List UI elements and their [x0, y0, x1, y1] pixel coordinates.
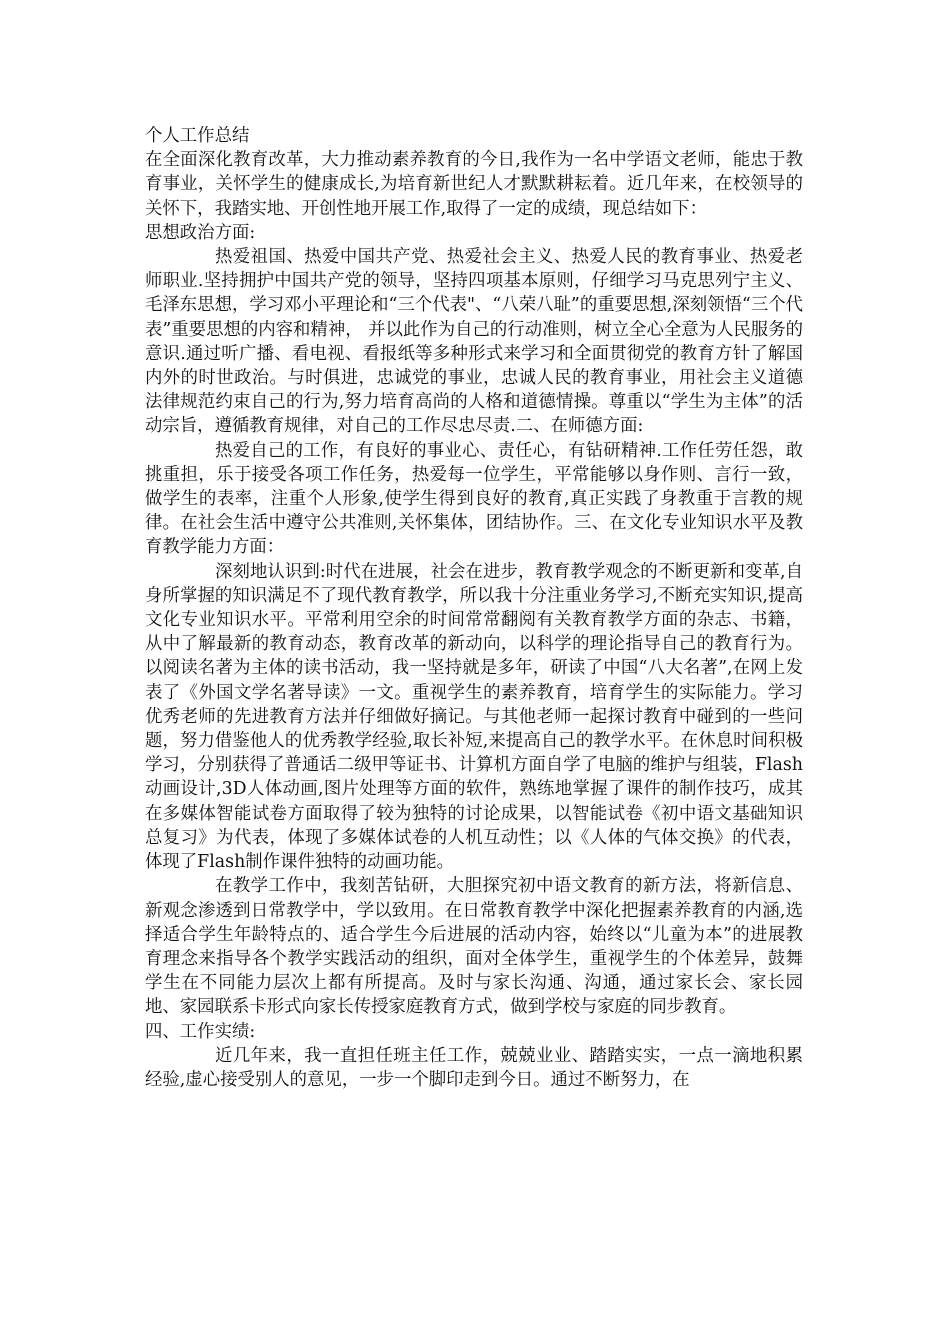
intro-paragraph: 在全面深化教育改革，大力推动素养教育的今日,我作为一名中学语文老师，能忠于教育事业，关怀学生的健康成长,为培育新世纪人才默默耕耘着。近几年来，在校领导的关怀下，我踏实地、开创性地开展工作,取得了一定的成绩，现总结如下：: [145, 150, 803, 219]
paragraph-teaching: 在教学工作中，我刻苦钻研，大胆探究初中语文教育的新方法，将新信息、新观念渗透到日常教学中，学以致用。在日常教育教学中深化把握素养教育的内涵,选择适合学生年龄特点的、适合学生今后进展的活动内容，始终以“儿童为本”的进展教育理念来指导各个教学实践活动的组织，面对全体学生，重视学生的个体差异，鼓舞学生在不同能力层次上都有所提高。及时与家长沟通、沟通，通过家长会、家长园地、家园联系卡形式向家长传授家庭教育方式，做到学校与家庭的同步教育。: [145, 876, 803, 1018]
paragraph-politics: 热爱祖国、热爱中国共产党、热爱社会主义、热爱人民的教育事业、热爱老师职业.坚持拥护中国共产党的领导，坚持四项基本原则，仔细学习马克思列宁主义、毛泽东思想，学习邓小平理论和“三个代表"、“八荣八耻”的重要思想,深刻领悟“三个代表”重要思想的内容和精神， 并以此作为自己的行动准则，树立全心全意为人民服务的意识.通过听广播、看电视、看报纸等多种形式来学习和全面贯彻党的教育方针了解国内外的时世政治。与时俱进，忠诚党的事业，忠诚人民的教育事业，用社会主义道德法律规范约束自己的行为,努力培育高尚的人格和道德情操。尊重以“学生为主体”的活动宗旨，遵循教育规律，对自己的工作尽忠尽责.二、在师德方面:: [145, 247, 803, 437]
section-heading-politics: 思想政治方面:: [145, 222, 256, 243]
paragraph-ethics: 热爱自己的工作，有良好的事业心、责任心，有钻研精神.工作任劳任怨，敢挑重担，乐于接受各项工作任务，热爱每一位学生，平常能够以身作则、言行一致，做学生的表率，注重个人形象,使学生得到良好的教育,真正实践了身教重于言教的规律。在社会生活中遵守公共准则,关怀集体，团结协作。三、在文化专业知识水平及教育教学能力方面：: [145, 440, 803, 558]
paragraph-achievements: 近几年来，我一直担任班主任工作，兢兢业业、踏踏实实，一点一滴地积累经验,虚心接受别人的意见，一步一个脚印走到今日。通过不断努力，在: [145, 1045, 803, 1090]
section-heading-achievements: 四、工作实绩:: [145, 1021, 256, 1042]
document-title: 个人工作总结: [145, 126, 250, 146]
paragraph-professional: 深刻地认识到:时代在进展，社会在进步，教育教学观念的不断更新和变革,自身所掌握的知识满足不了现代教育教学，所以我十分注重业务学习,不断充实知识,提高文化专业知识水平。平常利用空余的时间常常翻阅有关教育教学方面的杂志、书籍，从中了解最新的教育动态，教育改革的新动向，以科学的理论指导自己的教育行为。以阅读名著为主体的读书活动，我一坚持就是多年，研读了中国“八大名著”,在网上发表了《外国文学名著导读》一文。重视学生的素养教育，培育学生的实际能力。学习优秀老师的先进教育方法并仔细做好摘记。与其他老师一起探讨教育中碰到的一些问题，努力借鉴他人的优秀教学经验,取长补短,来提高自己的教学水平。在休息时间积极学习，分别获得了普通话二级甲等证书、计算机方面自学了电脑的维护与组装，Flash动画设计,3D人体动画,图片处理等方面的软件，熟练地掌握了课件的制作技巧，成其在多媒体智能试卷方面取得了较为独特的讨论成果，以智能试卷《初中语文基础知识总复习》为代表，体现了多媒体试卷的人机互动性；以《人体的气体交换》的代表，体现了Flash制作课件独特的动画功能。: [145, 561, 803, 873]
document-body: [145, 124, 803, 1092]
